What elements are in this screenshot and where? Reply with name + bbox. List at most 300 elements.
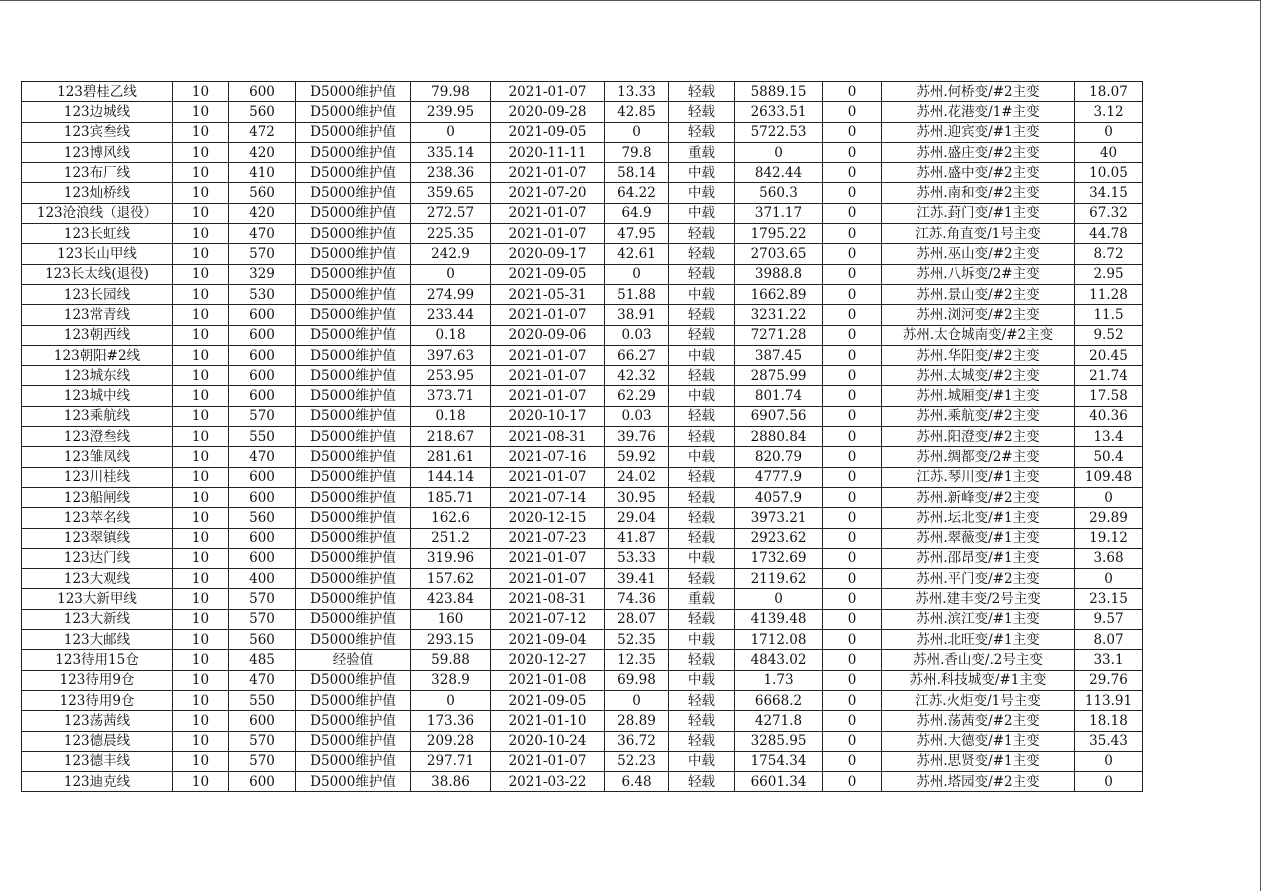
remaining-capacity-cell: 7271.28 [735,325,823,345]
load-rate-cell: 30.95 [605,487,669,507]
max-current-cell: 373.71 [411,386,491,406]
load-rate-cell: 28.07 [605,609,669,629]
zero-cell: 0 [823,284,882,304]
max-current-cell: 0 [411,264,491,284]
remaining-capacity-cell: 6907.56 [735,406,823,426]
remaining-capacity-cell: 842.44 [735,163,823,183]
source-cell: D5000维护值 [296,183,411,203]
table-row [22,142,1143,162]
max-current-cell: 297.71 [411,751,491,771]
max-current-cell: 209.28 [411,731,491,751]
load-rate-cell: 39.76 [605,427,669,447]
line-name-cell: 123朝西线 [22,325,173,345]
load-rate-cell: 6.48 [605,772,669,792]
load-status-cell: 轻载 [669,569,735,589]
source-cell: D5000维护值 [296,284,411,304]
rated-current-cell: 570 [229,751,296,771]
last-value-cell: 8.72 [1075,244,1143,264]
remaining-capacity-cell: 2923.62 [735,528,823,548]
table-row [22,467,1143,487]
load-status-cell: 中载 [669,386,735,406]
remaining-capacity-cell: 0 [735,589,823,609]
line-name-cell: 123长虹线 [22,224,173,244]
line-name-cell: 123大新甲线 [22,589,173,609]
line-name-cell: 123城东线 [22,366,173,386]
source-cell: D5000维护值 [296,122,411,142]
rated-current-cell: 560 [229,183,296,203]
zero-cell: 0 [823,650,882,670]
load-rate-cell: 79.8 [605,142,669,162]
max-current-cell: 233.44 [411,305,491,325]
load-status-cell: 轻载 [669,305,735,325]
source-cell: D5000维护值 [296,609,411,629]
voltage-cell: 10 [173,467,229,487]
date-cell: 2021-01-07 [491,224,605,244]
voltage-cell: 10 [173,690,229,710]
substation-cell: 苏州.盛庄变/#2主变 [882,142,1075,162]
table-row [22,244,1143,264]
rated-current-cell: 600 [229,772,296,792]
max-current-cell: 239.95 [411,102,491,122]
remaining-capacity-cell: 1795.22 [735,224,823,244]
voltage-cell: 10 [173,163,229,183]
max-current-cell: 59.88 [411,650,491,670]
zero-cell: 0 [823,345,882,365]
substation-cell: 苏州.北旺变/#1主变 [882,630,1075,650]
zero-cell: 0 [823,203,882,223]
max-current-cell: 0.18 [411,325,491,345]
max-current-cell: 0 [411,122,491,142]
source-cell: D5000维护值 [296,142,411,162]
load-rate-cell: 58.14 [605,163,669,183]
load-rate-cell: 42.85 [605,102,669,122]
date-cell: 2021-03-22 [491,772,605,792]
voltage-cell: 10 [173,244,229,264]
load-rate-cell: 62.29 [605,386,669,406]
source-cell: D5000维护值 [296,244,411,264]
last-value-cell: 113.91 [1075,690,1143,710]
substation-cell: 江苏.琴川变/#1主变 [882,467,1075,487]
table-row [22,569,1143,589]
max-current-cell: 272.57 [411,203,491,223]
substation-cell: 江苏.火炬变/1号主变 [882,690,1075,710]
max-current-cell: 242.9 [411,244,491,264]
load-status-cell: 轻载 [669,690,735,710]
line-name-cell: 123大邮线 [22,630,173,650]
max-current-cell: 0 [411,690,491,710]
substation-cell: 苏州.八坼变/2#主变 [882,264,1075,284]
rated-current-cell: 600 [229,548,296,568]
date-cell: 2021-01-07 [491,203,605,223]
zero-cell: 0 [823,548,882,568]
voltage-cell: 10 [173,366,229,386]
zero-cell: 0 [823,406,882,426]
max-current-cell: 0.18 [411,406,491,426]
zero-cell: 0 [823,731,882,751]
load-rate-cell: 36.72 [605,731,669,751]
last-value-cell: 0 [1075,569,1143,589]
load-rate-cell: 38.91 [605,305,669,325]
load-status-cell: 重载 [669,589,735,609]
line-name-cell: 123川桂线 [22,467,173,487]
date-cell: 2020-09-28 [491,102,605,122]
date-cell: 2020-10-24 [491,731,605,751]
line-name-cell: 123长山甲线 [22,244,173,264]
remaining-capacity-cell: 3988.8 [735,264,823,284]
date-cell: 2021-01-07 [491,163,605,183]
load-status-cell: 轻载 [669,528,735,548]
remaining-capacity-cell: 820.79 [735,447,823,467]
load-status-cell: 轻载 [669,731,735,751]
substation-cell: 苏州.平门变/#2主变 [882,569,1075,589]
zero-cell: 0 [823,467,882,487]
remaining-capacity-cell: 5722.53 [735,122,823,142]
last-value-cell: 0 [1075,772,1143,792]
substation-cell: 苏州.坛北变/#1主变 [882,508,1075,528]
load-rate-cell: 24.02 [605,467,669,487]
max-current-cell: 157.62 [411,569,491,589]
zero-cell: 0 [823,82,882,102]
rated-current-cell: 600 [229,82,296,102]
load-rate-cell: 12.35 [605,650,669,670]
last-value-cell: 2.95 [1075,264,1143,284]
table-row [22,366,1143,386]
load-status-cell: 中载 [669,548,735,568]
line-name-cell: 123雏凤线 [22,447,173,467]
date-cell: 2021-07-16 [491,447,605,467]
load-status-cell: 轻载 [669,264,735,284]
substation-cell: 苏州.乘航变/#2主变 [882,406,1075,426]
remaining-capacity-cell: 1754.34 [735,751,823,771]
load-status-cell: 轻载 [669,224,735,244]
table-row [22,305,1143,325]
last-value-cell: 13.4 [1075,427,1143,447]
table-row [22,386,1143,406]
rated-current-cell: 420 [229,142,296,162]
substation-cell: 江苏.葑门变/#1主变 [882,203,1075,223]
substation-cell: 苏州.香山变/.2号主变 [882,650,1075,670]
source-cell: D5000维护值 [296,670,411,690]
substation-cell: 苏州.何桥变/#2主变 [882,82,1075,102]
date-cell: 2020-12-27 [491,650,605,670]
date-cell: 2021-07-14 [491,487,605,507]
remaining-capacity-cell: 4271.8 [735,711,823,731]
source-cell: D5000维护值 [296,345,411,365]
substation-cell: 苏州.太城变/#2主变 [882,366,1075,386]
zero-cell: 0 [823,325,882,345]
table-row [22,427,1143,447]
date-cell: 2020-09-06 [491,325,605,345]
last-value-cell: 18.18 [1075,711,1143,731]
remaining-capacity-cell: 387.45 [735,345,823,365]
table-row [22,224,1143,244]
remaining-capacity-cell: 2875.99 [735,366,823,386]
last-value-cell: 9.57 [1075,609,1143,629]
zero-cell: 0 [823,508,882,528]
load-status-cell: 轻载 [669,467,735,487]
max-current-cell: 335.14 [411,142,491,162]
table-row [22,325,1143,345]
zero-cell: 0 [823,427,882,447]
load-status-cell: 中载 [669,751,735,771]
zero-cell: 0 [823,163,882,183]
last-value-cell: 10.05 [1075,163,1143,183]
load-status-cell: 轻载 [669,244,735,264]
load-rate-cell: 13.33 [605,82,669,102]
substation-cell: 苏州.迎宾变/#1主变 [882,122,1075,142]
line-name-cell: 123沧浪线（退役） [22,203,173,223]
table-row [22,670,1143,690]
last-value-cell: 109.48 [1075,467,1143,487]
table-row [22,548,1143,568]
line-name-cell: 123荡茜线 [22,711,173,731]
max-current-cell: 173.36 [411,711,491,731]
source-cell: D5000维护值 [296,772,411,792]
substation-cell: 苏州.南和变/#2主变 [882,183,1075,203]
voltage-cell: 10 [173,548,229,568]
remaining-capacity-cell: 371.17 [735,203,823,223]
rated-current-cell: 470 [229,447,296,467]
last-value-cell: 19.12 [1075,528,1143,548]
line-name-cell: 123布厂线 [22,163,173,183]
voltage-cell: 10 [173,224,229,244]
last-value-cell: 29.89 [1075,508,1143,528]
substation-cell: 苏州.建丰变/2号主变 [882,589,1075,609]
remaining-capacity-cell: 4057.9 [735,487,823,507]
max-current-cell: 423.84 [411,589,491,609]
voltage-cell: 10 [173,772,229,792]
table-row [22,487,1143,507]
table-row [22,772,1143,792]
line-name-cell: 123宾叁线 [22,122,173,142]
max-current-cell: 251.2 [411,528,491,548]
source-cell: D5000维护值 [296,406,411,426]
source-cell: D5000维护值 [296,467,411,487]
rated-current-cell: 560 [229,102,296,122]
table-row [22,630,1143,650]
voltage-cell: 10 [173,670,229,690]
table-row [22,609,1143,629]
line-name-cell: 123澄叁线 [22,427,173,447]
source-cell: D5000维护值 [296,224,411,244]
max-current-cell: 253.95 [411,366,491,386]
source-cell: D5000维护值 [296,508,411,528]
line-name-cell: 123德丰线 [22,751,173,771]
voltage-cell: 10 [173,751,229,771]
voltage-cell: 10 [173,447,229,467]
zero-cell: 0 [823,609,882,629]
zero-cell: 0 [823,630,882,650]
rated-current-cell: 470 [229,224,296,244]
load-status-cell: 轻载 [669,711,735,731]
date-cell: 2021-01-10 [491,711,605,731]
line-name-cell: 123常青线 [22,305,173,325]
line-name-cell: 123大观线 [22,569,173,589]
date-cell: 2021-09-04 [491,630,605,650]
remaining-capacity-cell: 4843.02 [735,650,823,670]
line-name-cell: 123待用9仓 [22,690,173,710]
load-rate-cell: 0.03 [605,325,669,345]
rated-current-cell: 600 [229,386,296,406]
date-cell: 2021-09-05 [491,264,605,284]
date-cell: 2021-08-31 [491,427,605,447]
rated-current-cell: 570 [229,406,296,426]
last-value-cell: 18.07 [1075,82,1143,102]
load-rate-cell: 59.92 [605,447,669,467]
zero-cell: 0 [823,142,882,162]
rated-current-cell: 570 [229,589,296,609]
line-name-cell: 123翠镇线 [22,528,173,548]
load-status-cell: 轻载 [669,406,735,426]
zero-cell: 0 [823,487,882,507]
last-value-cell: 40.36 [1075,406,1143,426]
source-cell: D5000维护值 [296,102,411,122]
substation-cell: 苏州.阳澄变/#2主变 [882,427,1075,447]
load-status-cell: 轻载 [669,650,735,670]
load-rate-cell: 42.61 [605,244,669,264]
source-cell: D5000维护值 [296,447,411,467]
last-value-cell: 29.76 [1075,670,1143,690]
voltage-cell: 10 [173,609,229,629]
load-status-cell: 轻载 [669,366,735,386]
remaining-capacity-cell: 801.74 [735,386,823,406]
line-name-cell: 123迪克线 [22,772,173,792]
load-status-cell: 轻载 [669,508,735,528]
voltage-cell: 10 [173,122,229,142]
zero-cell: 0 [823,711,882,731]
last-value-cell: 0 [1075,487,1143,507]
rated-current-cell: 600 [229,711,296,731]
voltage-cell: 10 [173,589,229,609]
zero-cell: 0 [823,366,882,386]
load-rate-cell: 74.36 [605,589,669,609]
line-name-cell: 123灿桥线 [22,183,173,203]
load-status-cell: 中载 [669,163,735,183]
table-row [22,345,1143,365]
max-current-cell: 274.99 [411,284,491,304]
table-row [22,183,1143,203]
line-name-cell: 123长园线 [22,284,173,304]
last-value-cell: 23.15 [1075,589,1143,609]
zero-cell: 0 [823,305,882,325]
line-name-cell: 123待用15仓 [22,650,173,670]
line-name-cell: 123德晨线 [22,731,173,751]
max-current-cell: 359.65 [411,183,491,203]
voltage-cell: 10 [173,731,229,751]
load-rate-cell: 52.35 [605,630,669,650]
rated-current-cell: 570 [229,609,296,629]
source-cell: D5000维护值 [296,630,411,650]
date-cell: 2021-08-31 [491,589,605,609]
remaining-capacity-cell: 0 [735,142,823,162]
zero-cell: 0 [823,589,882,609]
substation-cell: 苏州.新峰变/#2主变 [882,487,1075,507]
table-row [22,751,1143,771]
source-cell: D5000维护值 [296,82,411,102]
last-value-cell: 0 [1075,751,1143,771]
remaining-capacity-cell: 2633.51 [735,102,823,122]
rated-current-cell: 550 [229,427,296,447]
zero-cell: 0 [823,386,882,406]
table-row [22,82,1143,102]
source-cell: D5000维护值 [296,163,411,183]
zero-cell: 0 [823,224,882,244]
last-value-cell: 11.28 [1075,284,1143,304]
load-rate-cell: 52.23 [605,751,669,771]
remaining-capacity-cell: 1732.69 [735,548,823,568]
load-rate-cell: 66.27 [605,345,669,365]
date-cell: 2021-01-07 [491,345,605,365]
date-cell: 2021-09-05 [491,690,605,710]
voltage-cell: 10 [173,406,229,426]
rated-current-cell: 570 [229,731,296,751]
remaining-capacity-cell: 560.3 [735,183,823,203]
load-status-cell: 中载 [669,203,735,223]
load-status-cell: 轻载 [669,609,735,629]
date-cell: 2021-01-07 [491,366,605,386]
voltage-cell: 10 [173,487,229,507]
date-cell: 2021-07-20 [491,183,605,203]
load-rate-cell: 29.04 [605,508,669,528]
date-cell: 2021-01-07 [491,386,605,406]
substation-cell: 苏州.盛中变/#2主变 [882,163,1075,183]
date-cell: 2021-01-07 [491,82,605,102]
date-cell: 2021-01-07 [491,467,605,487]
voltage-cell: 10 [173,386,229,406]
zero-cell: 0 [823,690,882,710]
last-value-cell: 20.45 [1075,345,1143,365]
voltage-cell: 10 [173,345,229,365]
load-rate-cell: 69.98 [605,670,669,690]
load-rate-cell: 64.9 [605,203,669,223]
line-name-cell: 123博风线 [22,142,173,162]
voltage-cell: 10 [173,305,229,325]
remaining-capacity-cell: 2703.65 [735,244,823,264]
remaining-capacity-cell: 2880.84 [735,427,823,447]
source-cell: D5000维护值 [296,711,411,731]
rated-current-cell: 550 [229,690,296,710]
source-cell: D5000维护值 [296,731,411,751]
line-name-cell: 123船闸线 [22,487,173,507]
remaining-capacity-cell: 1662.89 [735,284,823,304]
load-rate-cell: 53.33 [605,548,669,568]
substation-cell: 苏州.科技城变/#1主变 [882,670,1075,690]
load-status-cell: 轻载 [669,82,735,102]
max-current-cell: 144.14 [411,467,491,487]
rated-current-cell: 570 [229,244,296,264]
load-status-cell: 中载 [669,447,735,467]
max-current-cell: 238.36 [411,163,491,183]
data-table [21,81,1143,792]
remaining-capacity-cell: 1.73 [735,670,823,690]
rated-current-cell: 600 [229,366,296,386]
substation-cell: 苏州.浏河变/#2主变 [882,305,1075,325]
load-status-cell: 轻载 [669,122,735,142]
last-value-cell: 33.1 [1075,650,1143,670]
last-value-cell: 0 [1075,122,1143,142]
date-cell: 2021-07-12 [491,609,605,629]
max-current-cell: 293.15 [411,630,491,650]
zero-cell: 0 [823,772,882,792]
voltage-cell: 10 [173,183,229,203]
substation-cell: 苏州.巫山变/#2主变 [882,244,1075,264]
table-row [22,711,1143,731]
table-row [22,406,1143,426]
zero-cell: 0 [823,528,882,548]
rated-current-cell: 420 [229,203,296,223]
table-row [22,102,1143,122]
voltage-cell: 10 [173,427,229,447]
